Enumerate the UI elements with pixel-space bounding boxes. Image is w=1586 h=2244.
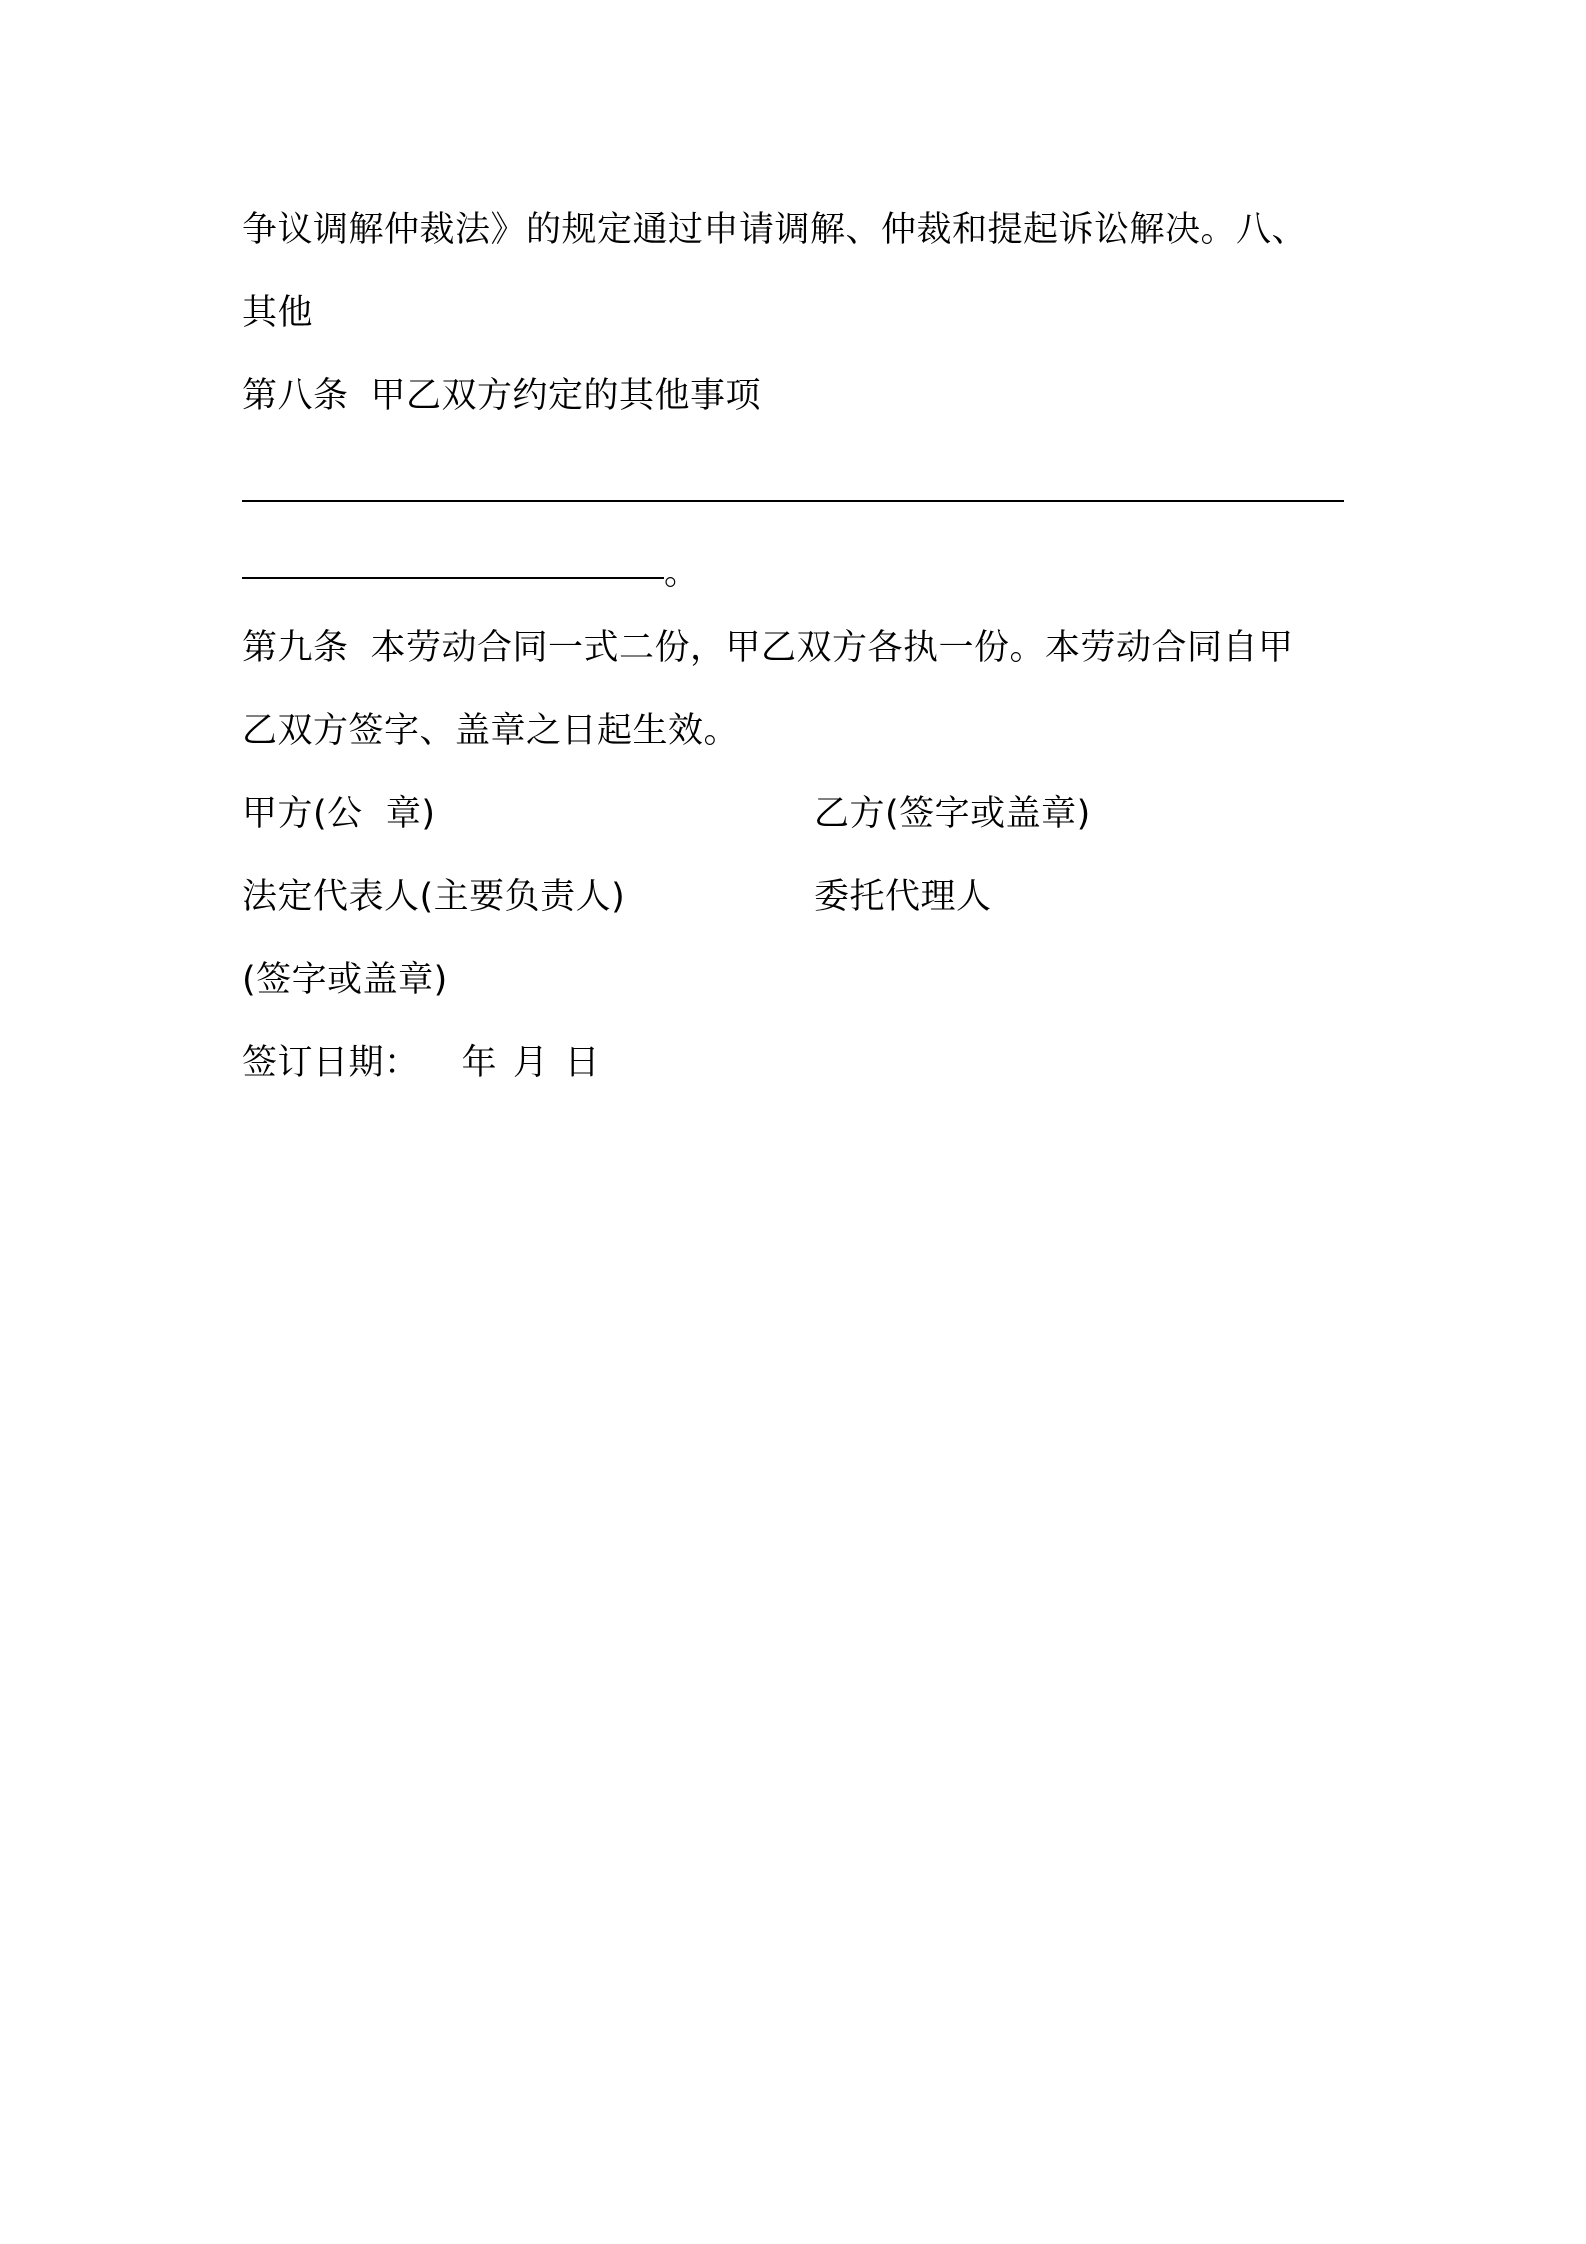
article-9-line-1 [242,625,1294,671]
sign-date-month: 月 [513,1043,549,1083]
sign-date-day: 日 [564,1043,601,1083]
article-8-blank-line-2 [242,577,664,579]
legal-representative: 法定代表人(主要负责人) [242,877,626,917]
article-9-label: 第九条 [242,628,349,668]
party-a-seal: 甲方(公 章) [242,794,436,834]
authorized-agent: 委托代理人 [814,877,992,917]
sign-date [242,1040,600,1086]
sign-or-seal: (签字或盖章) [242,960,448,1000]
paragraph-continuation-line-2: 其他 [242,293,314,333]
paragraph-continuation-line-1: 争议调解仲裁法》的规定通过申请调解、仲裁和提起诉讼解决。八、 [242,210,1308,250]
article-9-text-line-1: 本劳动合同一式二份，甲乙双方各执一份。本劳动合同自甲 [370,628,1294,668]
article-8-blank-end: 。 [664,553,700,593]
article-8 [242,373,761,419]
party-b-signature: 乙方(签字或盖章) [814,794,1091,834]
sign-date-label: 签订日期： [242,1043,420,1083]
sign-date-year: 年 [461,1043,498,1083]
article-8-label: 第八条 [242,376,349,416]
article-8-text: 甲乙双方约定的其他事项 [370,376,762,416]
article-8-blank-line-1 [242,500,1344,502]
article-9-line-2: 乙双方签字、盖章之日起生效。 [242,711,740,751]
